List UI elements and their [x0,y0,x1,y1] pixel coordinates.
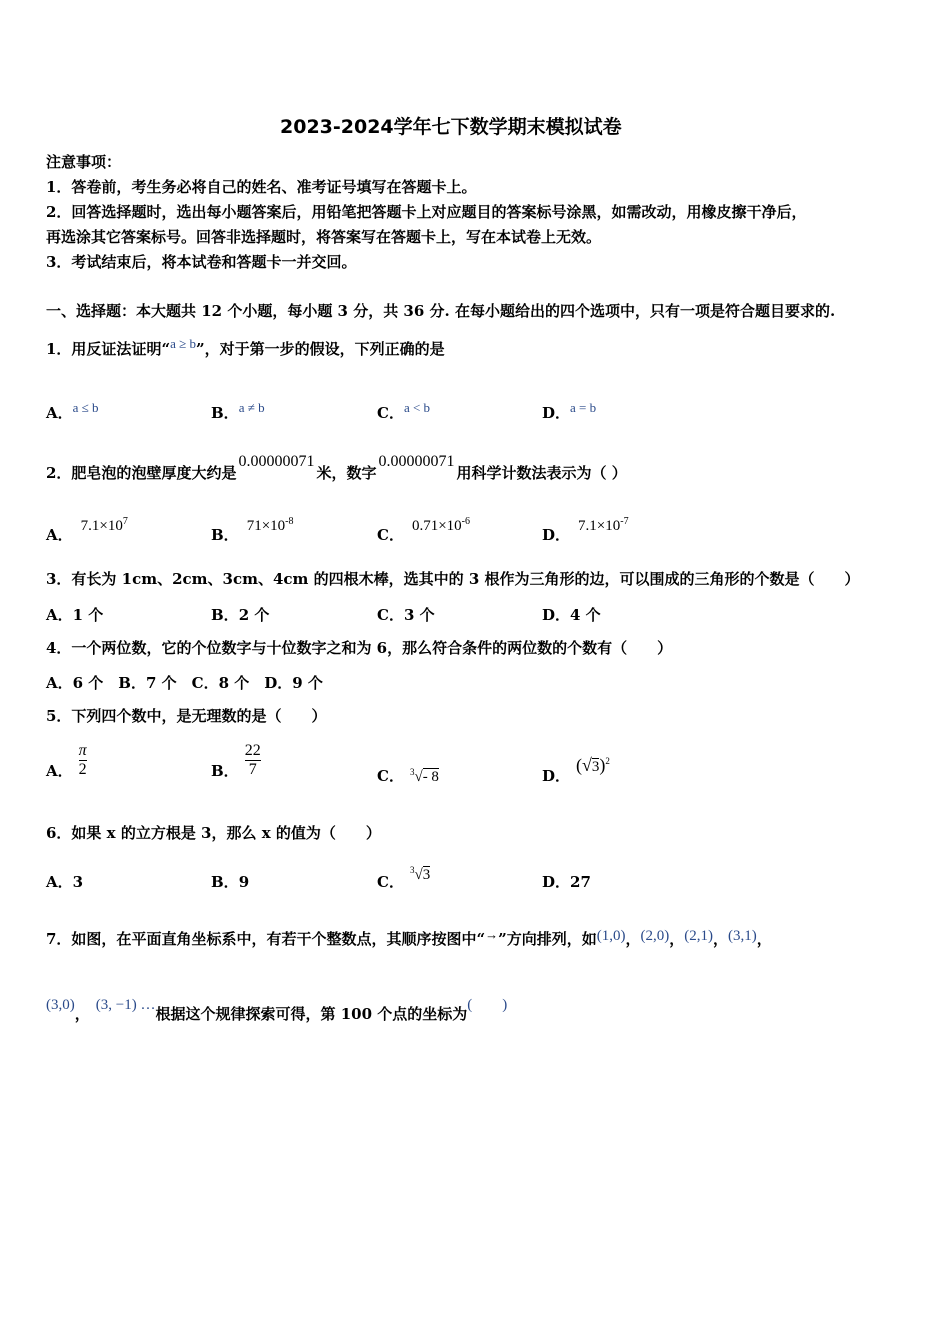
q7-point-3: (2,1) [684,928,713,944]
q5-option-c[interactable]: C． $^3$√- 8 [377,767,439,785]
q1-suffix: ”，对于第一步的假设，下列正确的是 [195,340,445,358]
page-title: 2023-2024学年七下数学期末模拟试卷 [280,116,622,138]
q6-option-b[interactable]: B．9 [211,873,250,891]
q5-option-b[interactable]: B． $\frac{22}{7}$ [211,742,261,780]
q7-point-4: (3,1) [728,928,757,944]
section-heading: 一、选择题：本大题共 12 个小题，每小题 3 分，共 36 分. 在每小题给出的四个选项中，只有一项是符合题目要求的. [46,302,836,320]
q6-option-a[interactable]: A．3 [46,873,84,891]
question-6: 6．如果 x 的立方根是 3，那么 x 的值为（ ） [46,824,381,842]
q5-option-d[interactable]: D．$(√3)^2$ [542,755,610,785]
q7-point-2: (2,0) [640,928,670,944]
q7-point-5: (3,0) [46,997,75,1013]
q2-number-1: 0.00000071 [238,453,315,470]
q2-number-2: 0.00000071 [378,453,455,470]
q3-option-c[interactable]: C．3 个 [377,606,435,624]
q1-option-c[interactable]: C．a < b [377,400,431,422]
question-7-line-2: (3,0)， (3, −1) …根据这个规律探索可得，第 100 个点的坐标为( ) [46,997,508,1023]
q1-option-d[interactable]: D．a = b [542,400,597,422]
notice-item-3: 3．考试结束后，将本试卷和答题卡一并交回。 [46,253,357,271]
notice-item-2: 2．回答选择题时，选出每小题答案后，用铅笔把答题卡上对应题目的答案标号涂黑，如需改动，用橡皮擦干净后， [46,203,807,221]
question-5: 5．下列四个数中，是无理数的是（ ） [46,707,327,725]
question-7: 7．如图，在平面直角坐标系中，有若干个整数点，其顺序按图中“→”方向排列，如(1,0)，(2,0)，(2,1)，(3,1)， [46,927,772,948]
q2-option-c[interactable]: C． $0.71\times 10^{-6}$ [377,516,471,544]
q3-option-d[interactable]: D．4 个 [542,606,601,624]
question-1 [46,336,445,360]
q2-option-d[interactable]: D． $7.1\times 10^{-7}$ [542,516,629,544]
q1-prefix: 1．用反证法证明“ [46,340,171,358]
q7-answer-blank[interactable]: ( ) [467,997,508,1013]
q3-option-b[interactable]: B．2 个 [211,606,270,624]
notice-heading: 注意事项： [46,153,122,171]
q2-option-a[interactable]: A． $7.1\times 10^7$ [46,516,128,544]
q1-expression: a ≥ b [170,336,196,351]
q2-option-b[interactable]: B． $71\times 10^{-8}$ [211,516,294,544]
q7-point-6: (3, −1) … [95,997,156,1013]
q4-options[interactable]: A．6 个 B．7 个 C．8 个 D．9 个 [46,674,323,692]
question-2: 2．肥皂泡的泡壁厚度大约是0.00000071米，数字0.00000071用科学计数法表示为（ ） [46,453,627,482]
q1-option-a[interactable]: A．a ≤ b [46,400,99,422]
question-3: 3．有长为 1cm、2cm、3cm、4cm 的四根木棒，选其中的 3 根作为三角形的边，可以围成的三角形的个数是（ ） [46,570,860,588]
q1-option-b[interactable]: B．a ≠ b [211,400,265,422]
question-4: 4．一个两位数，它的个位数字与十位数字之和为 6，那么符合条件的两位数的个数有（ ） [46,639,673,657]
q7-point-1: (1,0) [596,928,626,944]
notice-item-2-cont: 再选涂其它答案标号。回答非选择题时，将答案写在答题卡上，写在本试卷上无效。 [46,228,602,246]
q6-option-c[interactable]: C．$^3$√3 [377,865,431,891]
q6-option-d[interactable]: D．27 [542,873,591,891]
q5-option-a[interactable]: A． $\frac{\pi}{2}$ [46,742,87,780]
q7-arrow: → [485,927,499,942]
notice-item-1: 1．答卷前，考生务必将自己的姓名、准考证号填写在答题卡上。 [46,178,477,196]
q3-option-a[interactable]: A．1 个 [46,606,104,624]
